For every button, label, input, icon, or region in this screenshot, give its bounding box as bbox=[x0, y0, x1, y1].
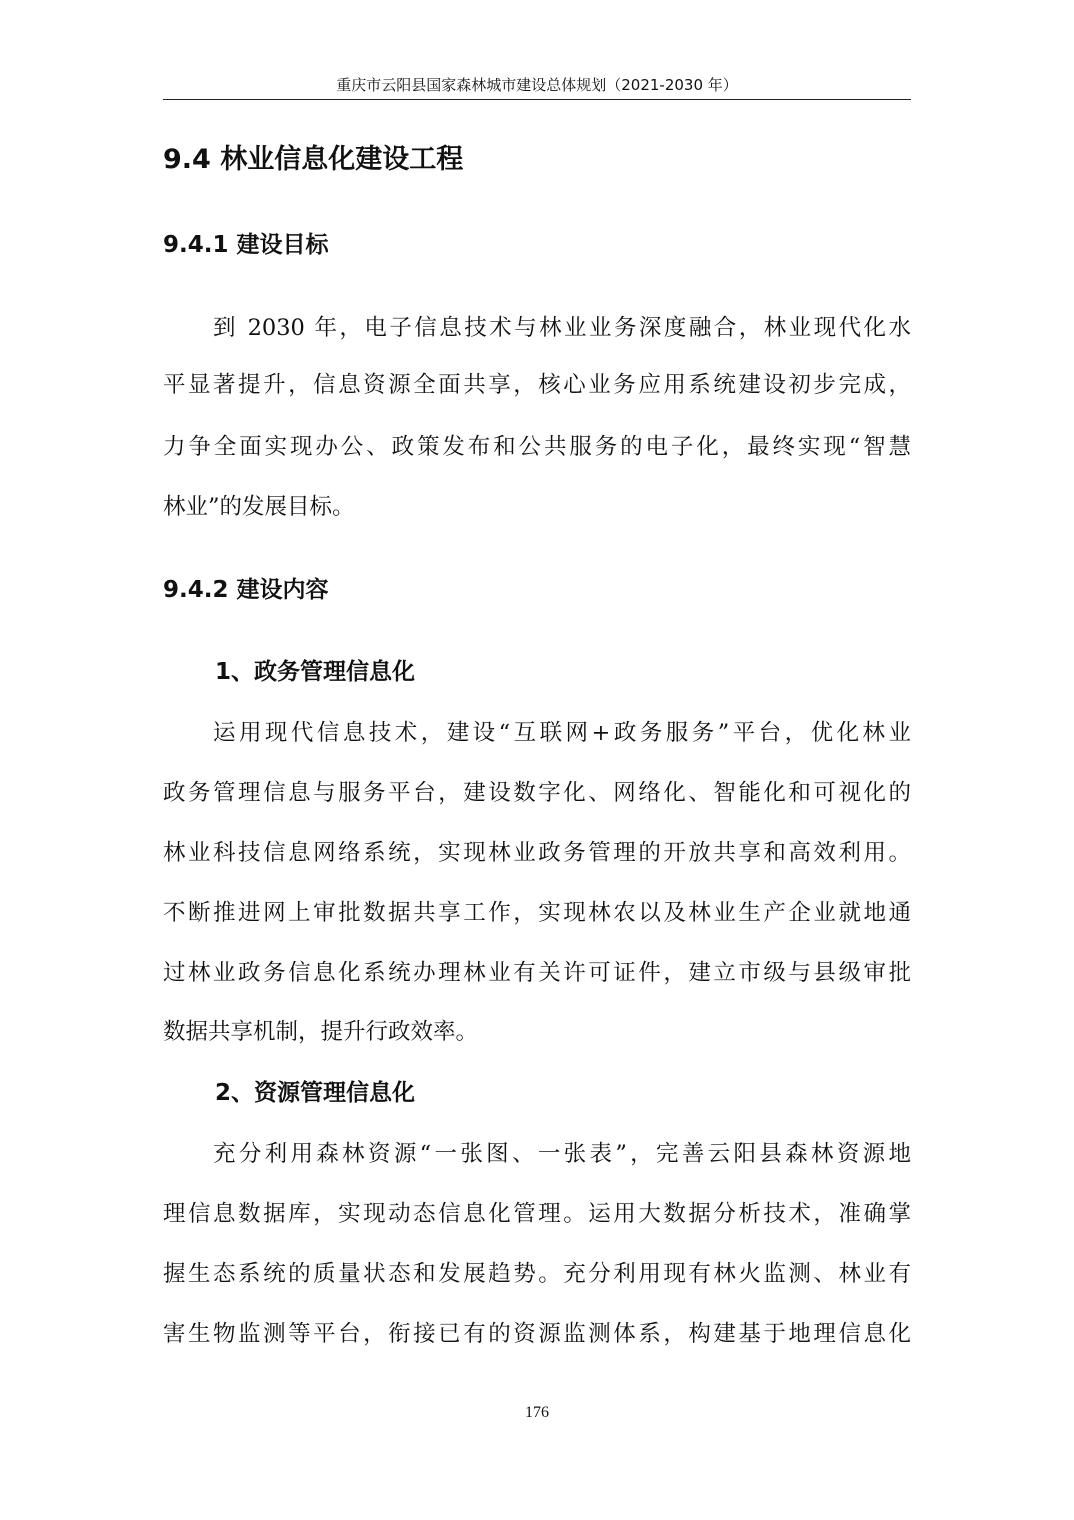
item-heading-government: 1、政务管理信息化 bbox=[215, 659, 416, 685]
paragraph-line: 理信息数据库，实现动态信息化管理。运用大数据分析技术，准确掌 bbox=[163, 1201, 911, 1227]
section-heading: 9.4 林业信息化建设工程 bbox=[163, 144, 464, 175]
paragraph-line: 过林业政务信息化系统办理林业有关许可证件，建立市级与县级审批 bbox=[163, 960, 911, 986]
header-rule bbox=[163, 99, 911, 100]
paragraph-line: 林业科技信息网络系统，实现林业政务管理的开放共享和高效利用。 bbox=[163, 840, 911, 866]
paragraph-line: 力争全面实现办公、政策发布和公共服务的电子化，最终实现“智慧 bbox=[163, 434, 911, 460]
paragraph-line: 到 2030 年，电子信息技术与林业业务深度融合，林业现代化水 bbox=[213, 315, 911, 341]
paragraph-line: 握生态系统的质量状态和发展趋势。充分利用现有林火监测、林业有 bbox=[163, 1261, 911, 1287]
page-number: 176 bbox=[525, 1404, 549, 1421]
paragraph-line: 充分利用森林资源“一张图、一张表”，完善云阳县森林资源地 bbox=[213, 1141, 911, 1167]
paragraph-line: 林业”的发展目标。 bbox=[163, 494, 355, 520]
subsection-heading-goals: 9.4.1 建设目标 bbox=[163, 232, 329, 258]
running-header: 重庆市云阳县国家森林城市建设总体规划（2021-2030 年） bbox=[336, 76, 738, 94]
paragraph-line: 害生物监测等平台，衔接已有的资源监测体系，构建基于地理信息化 bbox=[163, 1321, 911, 1347]
item-heading-resources: 2、资源管理信息化 bbox=[215, 1080, 416, 1106]
paragraph-line: 不断推进网上审批数据共享工作，实现林农以及林业生产企业就地通 bbox=[163, 900, 911, 926]
paragraph-line: 平显著提升，信息资源全面共享，核心业务应用系统建设初步完成， bbox=[163, 372, 911, 398]
subsection-heading-content: 9.4.2 建设内容 bbox=[163, 577, 329, 603]
paragraph-line: 政务管理信息与服务平台，建设数字化、网络化、智能化和可视化的 bbox=[163, 780, 911, 806]
paragraph-line: 数据共享机制，提升行政效率。 bbox=[163, 1019, 479, 1045]
paragraph-line: 运用现代信息技术，建设“互联网+政务服务”平台，优化林业 bbox=[213, 720, 911, 746]
